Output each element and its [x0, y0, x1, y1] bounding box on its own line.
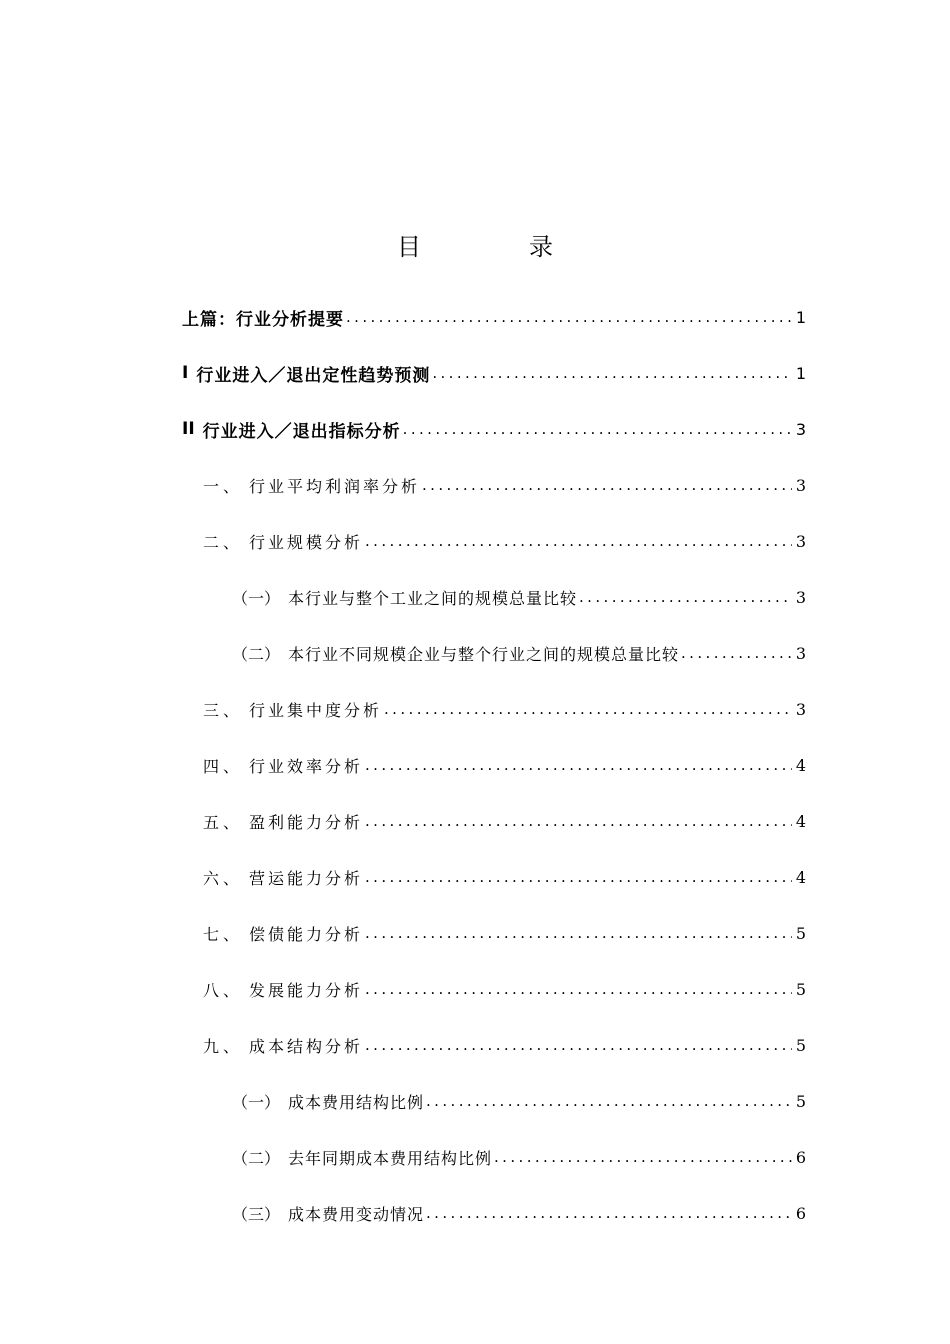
toc-dot-leader — [420, 476, 792, 494]
toc-dot-leader — [363, 532, 792, 550]
toc-entry-title: 行业进入／退出定性趋势预测 — [196, 365, 431, 386]
toc-entry-page: 1 — [795, 363, 806, 383]
toc-entry-page: 3 — [795, 475, 806, 495]
toc-entry-9-1[interactable] — [232, 1084, 806, 1118]
toc-entry-2-1[interactable] — [232, 580, 806, 614]
toc-entry-part-1[interactable] — [182, 300, 806, 334]
toc-dot-leader — [363, 756, 792, 774]
toc-dot-leader — [401, 420, 792, 438]
toc-entry-2-2[interactable] — [232, 636, 806, 670]
toc-entry-number: 一、 — [203, 476, 244, 496]
toc-entry-number: （二） — [232, 1148, 281, 1168]
toc-dot-leader — [363, 812, 792, 830]
toc-entry-6[interactable] — [203, 860, 806, 894]
toc-entry-section-ii[interactable] — [182, 412, 806, 446]
toc-entry-3[interactable] — [203, 692, 806, 726]
toc-entry-title: 本行业不同规模企业与整个行业之间的规模总量比较 — [288, 644, 680, 664]
toc-entry-number: 四、 — [203, 756, 244, 776]
toc-entry-title: 盈利能力分析 — [249, 812, 364, 832]
toc-entry-number: II — [182, 419, 195, 439]
toc-entry-title: 本行业与整个工业之间的规模总量比较 — [288, 588, 578, 608]
toc-entry-title: 去年同期成本费用结构比例 — [288, 1148, 493, 1168]
toc-dot-leader — [363, 1036, 792, 1054]
toc-entry-1[interactable] — [203, 468, 806, 502]
toc-entry-number: （一） — [232, 588, 281, 608]
toc-entry-number: （一） — [232, 1092, 281, 1112]
toc-entry-2[interactable] — [203, 524, 806, 558]
toc-entry-9-3[interactable] — [232, 1196, 806, 1230]
toc-entry-5[interactable] — [203, 804, 806, 838]
toc-entry-7[interactable] — [203, 916, 806, 950]
toc-entry-number: 二、 — [203, 532, 244, 552]
toc-dot-leader — [430, 364, 792, 382]
toc-entry-section-i[interactable] — [182, 356, 806, 390]
toc-entry-page: 4 — [795, 867, 806, 887]
toc-entry-title: 行业效率分析 — [249, 756, 364, 776]
toc-dot-leader — [577, 588, 792, 606]
toc-dot-leader — [492, 1148, 792, 1166]
toc-entry-number: 三、 — [203, 700, 244, 720]
toc-entry-title: 成本费用变动情况 — [288, 1204, 425, 1224]
toc-entry-page: 4 — [795, 811, 806, 831]
toc-entry-title: 上篇：行业分析提要 — [182, 309, 344, 330]
toc-dot-leader — [363, 980, 792, 998]
toc-entry-number: 五、 — [203, 812, 244, 832]
toc-entry-page: 5 — [795, 923, 806, 943]
toc-entry-number: 九、 — [203, 1036, 244, 1056]
toc-entry-title: 行业集中度分析 — [249, 700, 383, 720]
toc-entry-title: 行业规模分析 — [249, 532, 364, 552]
toc-dot-leader — [424, 1204, 792, 1222]
toc-entry-9[interactable] — [203, 1028, 806, 1062]
toc-entry-9-2[interactable] — [232, 1140, 806, 1174]
toc-entry-page: 6 — [795, 1147, 806, 1167]
toc-entry-page: 5 — [795, 1091, 806, 1111]
toc-entry-page: 1 — [795, 307, 806, 327]
toc-entry-number: （三） — [232, 1204, 281, 1224]
toc-entry-number: 七、 — [203, 924, 244, 944]
toc-entry-title: 偿债能力分析 — [249, 924, 364, 944]
toc-dot-leader — [424, 1092, 792, 1110]
toc-entry-page: 5 — [795, 1035, 806, 1055]
toc-entry-page: 3 — [795, 587, 806, 607]
toc-dot-leader — [679, 644, 792, 662]
toc-entry-number: （二） — [232, 644, 281, 664]
toc-entry-title: 成本结构分析 — [249, 1036, 364, 1056]
toc-entry-page: 3 — [795, 531, 806, 551]
toc-entry-title: 成本费用结构比例 — [288, 1092, 425, 1112]
toc-dot-leader — [344, 308, 792, 326]
toc-entry-title: 行业进入／退出指标分析 — [202, 421, 401, 442]
toc-dot-leader — [363, 924, 792, 942]
toc-entry-title: 营运能力分析 — [249, 868, 364, 888]
toc-entry-page: 3 — [795, 419, 806, 439]
toc-entry-8[interactable] — [203, 972, 806, 1006]
toc-entry-number: I — [182, 363, 189, 383]
toc-entry-number: 六、 — [203, 868, 244, 888]
toc-entry-page: 4 — [795, 755, 806, 775]
toc-entry-page: 6 — [795, 1203, 806, 1223]
toc-entry-page: 3 — [795, 643, 806, 663]
toc-dot-leader — [363, 868, 792, 886]
toc-entry-title: 发展能力分析 — [249, 980, 364, 1000]
toc-entry-page: 3 — [795, 699, 806, 719]
toc-dot-leader — [382, 700, 792, 718]
toc-entry-title: 行业平均利润率分析 — [249, 476, 421, 496]
toc-entry-4[interactable] — [203, 748, 806, 782]
toc-entry-number: 八、 — [203, 980, 244, 1000]
page-title: 目 录 — [397, 233, 595, 261]
toc-entry-page: 5 — [795, 979, 806, 999]
